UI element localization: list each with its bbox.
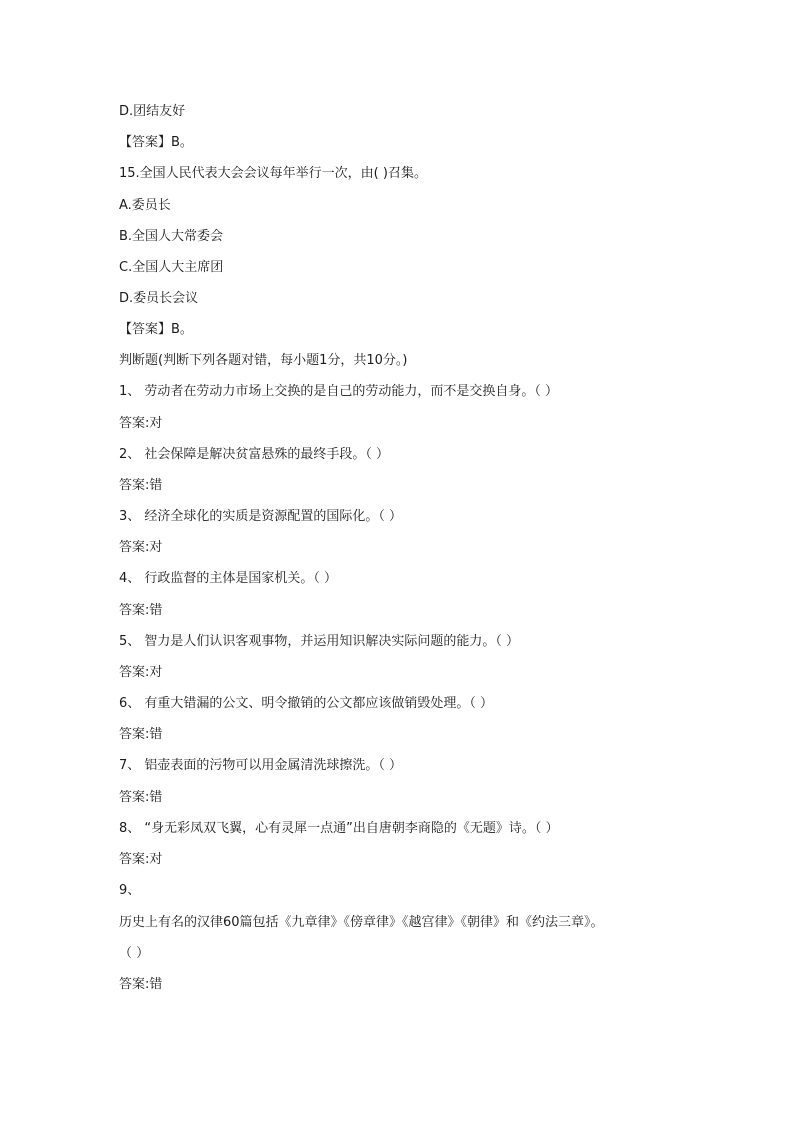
option-line: D.委员长会议: [119, 291, 199, 306]
answer-line: 答案:对: [119, 416, 163, 431]
question-line: 1、 劳动者在劳动力市场上交换的是自己的劳动能力，而不是交换自身。（ ）: [119, 384, 559, 399]
question-line: 6、 有重大错漏的公文、明令撤销的公文都应该做销毁处理。（ ）: [119, 696, 494, 711]
question-line: 5、 智力是人们认识客观事物，并运用知识解决实际问题的能力。（ ）: [119, 634, 520, 649]
option-line: C.全国人大主席团: [119, 260, 224, 275]
question-bracket: （ ）: [119, 946, 150, 961]
question-line: 7、 铝壶表面的污物可以用金属清洗球擦洗。（ ）: [119, 758, 403, 773]
question-number: 9、: [119, 883, 141, 898]
answer-line: 答案:错: [119, 977, 163, 992]
answer-line: 答案:错: [119, 727, 163, 742]
section-heading: 判断题(判断下列各题对错，每小题1分，共10分。): [119, 353, 408, 368]
answer-line: 答案:对: [119, 852, 163, 867]
answer-line: 答案:错: [119, 478, 163, 493]
answer-line: 【答案】B。: [119, 322, 193, 337]
question-line: 15.全国人民代表大会会议每年举行一次，由( )召集。: [119, 166, 427, 181]
question-line: 8、 “身无彩凤双飞翼，心有灵犀一点通”出自唐朝李商隐的《无题》诗。（ ）: [119, 821, 559, 836]
option-line: A.委员长: [119, 198, 171, 213]
question-line: 3、 经济全球化的实质是资源配置的国际化。（ ）: [119, 509, 403, 524]
answer-line: 答案:对: [119, 540, 163, 555]
answer-line: 答案:错: [119, 603, 163, 618]
option-line: B.全国人大常委会: [119, 229, 224, 244]
answer-line: 答案:对: [119, 665, 163, 680]
option-line: D.团结友好: [119, 104, 186, 119]
answer-line: 答案:错: [119, 790, 163, 805]
question-line: 4、 行政监督的主体是国家机关。（ ）: [119, 571, 338, 586]
question-line: 历史上有名的汉律60篇包括《九章律》《傍章律》《越宫律》《朝律》和《约法三章》。: [119, 915, 604, 930]
question-line: 2、 社会保障是解决贫富悬殊的最终手段。（ ）: [119, 447, 390, 462]
answer-line: 【答案】B。: [119, 135, 193, 150]
